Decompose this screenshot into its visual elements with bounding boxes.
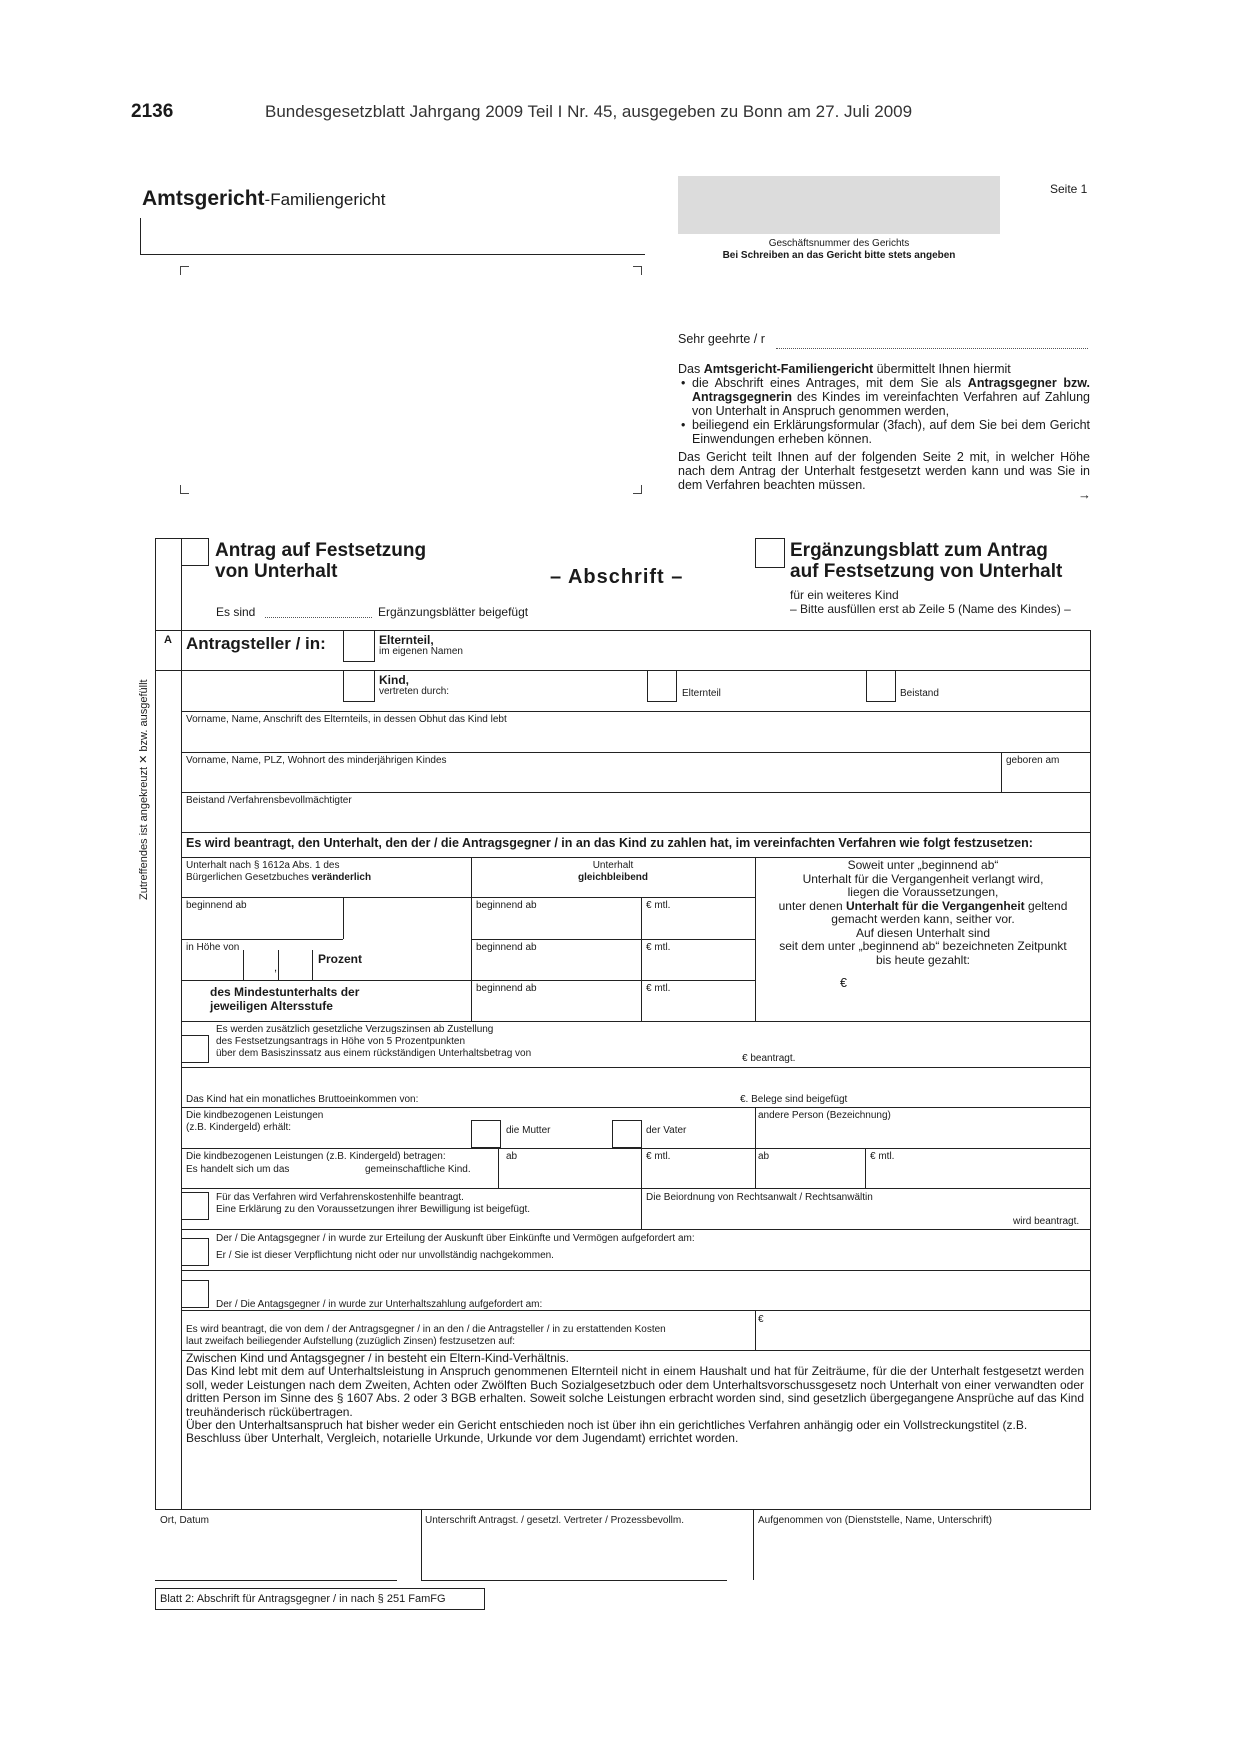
constant-eur-2: € mtl.	[646, 942, 671, 953]
court-name-rest: -Familiengericht	[264, 190, 386, 209]
letter-intro: Das Amtsgericht-Familiengericht übermittelt Ihnen hiermit	[678, 362, 1011, 376]
lawyer-requested: wird beantragt.	[1013, 1216, 1080, 1227]
constant-start-label-3: beginnend ab	[476, 983, 537, 994]
sig-signature-label: Unterschrift Antragst. / gesetzl. Vertreter / Prozessbevollm.	[425, 1515, 684, 1526]
form-top-stub	[155, 538, 182, 539]
supplement-count-field[interactable]	[265, 617, 372, 618]
row-line	[181, 1148, 1091, 1149]
past-paid-euro: €	[840, 976, 847, 990]
gazette-title: Bundesgesetzblatt Jahrgang 2009 Teil I Nr. 45, ausgegeben zu Bonn am 27. Juli 2009	[265, 102, 913, 121]
form-title: Antrag auf Festsetzung von Unterhalt	[215, 540, 427, 582]
supplement-attached-label: Ergänzungsblätter beigefügt	[378, 605, 529, 619]
child-address-label: Vorname, Name, PLZ, Wohnort des minderjährigen Kindes	[186, 755, 447, 766]
benefit-mother-label: die Mutter	[506, 1125, 551, 1136]
request-heading: Es wird beantragt, den Unterhalt, den der / die Antragsgegner / in an das Kind zu zahlen hat, im vereinfachten Verfahren wie folgt festzusetzen:	[186, 836, 1033, 850]
applicant-child-sub: vertreten durch:	[379, 686, 450, 697]
row-line	[181, 1270, 1091, 1271]
form-right-border	[1090, 630, 1091, 1510]
supplement-sub-2: – Bitte ausfüllen erst ab Zeile 5 (Name des Kindes) –	[790, 602, 1071, 616]
income-proof: €. Belege sind beigefügt	[740, 1094, 848, 1105]
row-line	[181, 752, 1091, 753]
salutation-name-line[interactable]	[776, 348, 1088, 349]
case-number-field[interactable]	[678, 176, 1000, 234]
court-name-bold: Amtsgericht	[142, 187, 265, 210]
salutation: Sehr geehrte / r	[678, 332, 765, 346]
col-line	[421, 1509, 422, 1580]
amount-of-label: in Höhe von	[186, 942, 240, 953]
letter-body	[678, 362, 1090, 492]
payment-request-label: Der / Die Antagsgegner / in wurde zur Unterhaltszahlung aufgefordert am:	[216, 1299, 543, 1310]
row-line	[471, 939, 755, 940]
row-line	[155, 670, 1091, 671]
row-line	[181, 1021, 1091, 1022]
letter-bullet-2: • beiliegend ein Erklärungsformular (3fach), auf dem Sie bei dem Gericht Einwendungen erheben können.	[678, 418, 1090, 446]
benefits-from-2: ab	[758, 1151, 770, 1162]
row-line	[181, 1067, 1091, 1068]
form-bottom-border	[155, 1509, 1091, 1510]
variable-support-line-2: Bürgerlichen Gesetzbuches veränderlich	[186, 872, 372, 883]
es-sind-label: Es sind	[216, 605, 256, 619]
supplement-checkbox[interactable]	[755, 538, 785, 568]
parent-address-label: Vorname, Name, Anschrift des Elternteils, in dessen Obhut das Kind lebt	[186, 714, 507, 725]
page-label: Seite 1	[1050, 182, 1088, 196]
interest-text: Es werden zusätzlich gesetzliche Verzugszinsen ab Zustellung des Festsetzungsantrags in Höhe von 5 Prozentpunkten über dem Basiszinssatz aus einem rückständigen Unterhaltsbetrag von	[216, 1024, 532, 1059]
section-a-label: A	[164, 634, 172, 646]
percent-comma: ,	[274, 962, 278, 974]
letter-closing: Das Gericht teilt Ihnen auf der folgenden Seite 2 mit, in welcher Höhe nach dem Antrag der Unterhalt festgesetzt werden kann und was Sie in dem Verfahren beachten müssen.	[678, 450, 1090, 492]
constant-support-line-1: Unterhalt	[592, 860, 634, 871]
applicant-parent-sub: im eigenen Namen	[379, 646, 463, 657]
benefits-amount-line-2-post: gemeinschaftliche Kind.	[365, 1164, 471, 1175]
declarations	[186, 1352, 1084, 1446]
declaration-3: Über den Unterhaltsanspruch hat bisher weder ein Gericht entschieden noch ist über ihn ein gerichtliches Verfahren anhängig oder ein Vollstreckungstitel (z.B. Beschluss über Unterhalt, Vergleich, notarielle Urkunde, Urkunde vor dem Jugendamt) errichtet worden.	[186, 1418, 1028, 1446]
col-line	[753, 1509, 754, 1580]
sig-recorded-label: Aufgenommen von (Dienststelle, Name, Unterschrift)	[758, 1515, 992, 1526]
info-request-checkbox[interactable]	[181, 1238, 209, 1266]
col-line	[641, 897, 642, 1021]
col-line	[641, 1188, 642, 1229]
row-line	[181, 897, 755, 898]
window-corner-br	[633, 485, 642, 494]
signature-field[interactable]	[421, 1580, 727, 1581]
row-line	[181, 1107, 1091, 1108]
applicant-label: Antragsteller / in:	[186, 634, 326, 653]
constant-support-line-2: gleichbleibend	[577, 872, 648, 883]
applicant-child-label: Kind,	[379, 673, 409, 687]
row-line	[181, 1310, 1091, 1311]
info-request-line-2: Er / Sie ist dieser Verpflichtung nicht oder nur unvollständig nachgekommen.	[216, 1250, 554, 1261]
supplement-sub-1: für ein weiteres Kind	[790, 588, 899, 602]
row-line	[181, 792, 1091, 793]
row-line	[181, 1229, 1091, 1230]
applicant-parent-label: Elternteil,	[379, 633, 434, 647]
constant-start-label-1: beginnend ab	[476, 900, 537, 911]
form-title-checkbox[interactable]	[181, 538, 209, 566]
born-on-label: geboren am	[1006, 755, 1060, 766]
benefit-other-label: andere Person (Bezeichnung)	[758, 1110, 891, 1121]
income-label: Das Kind hat ein monatliches Bruttoeinkommen von:	[186, 1094, 419, 1105]
side-label: Zutreffendes ist angekreuzt ✕ bzw. ausgefüllt	[138, 679, 150, 900]
percent-digit-box	[312, 950, 313, 980]
benefits-amount-line-1: Die kindbezogenen Leistungen (z.B. Kindergeld) betragen:	[186, 1151, 446, 1162]
supplement-title: Ergänzungsblatt zum Antrag auf Festsetzung von Unterhalt	[790, 540, 1063, 582]
percent-digit-box	[243, 950, 244, 980]
benefits-label: Die kindbezogenen Leistungen (z.B. Kindergeld) erhält:	[186, 1110, 324, 1133]
declaration-1: Zwischen Kind und Antagsgegner / in besteht ein Eltern-Kind-Verhältnis.	[186, 1351, 569, 1365]
interest-requested: € beantragt.	[742, 1053, 796, 1064]
row-line	[155, 630, 1091, 631]
col-line	[498, 1148, 499, 1188]
benefits-from-1: ab	[506, 1151, 518, 1162]
costs-euro: €	[758, 1314, 764, 1325]
case-number-label: Geschäftsnummer des Gerichts	[768, 238, 910, 249]
col-line	[755, 1310, 756, 1350]
legal-aid-text: Für das Verfahren wird Verfahrenskostenhilfe beantragt. Eine Erklärung zu den Voraussetzungen ihrer Bewilligung ist beigefügt.	[216, 1192, 531, 1215]
sheet-label: Blatt 2: Abschrift für Antragsgegner / in nach § 251 FamFG	[160, 1593, 446, 1605]
costs-text: Es wird beantragt, die von dem / der Antragsgegner / in an den / die Antragsteller / in zu erstattenden Kosten laut zweifach beiliegender Aufstellung (zuzüglich Zinsen) festzusetzen auf:	[186, 1324, 666, 1347]
guardian-label: Beistand /Verfahrensbevollmächtigter	[186, 795, 352, 806]
represented-parent-checkbox[interactable]	[647, 670, 677, 702]
represented-parent-label: Elternteil	[682, 688, 721, 699]
benefit-father-checkbox[interactable]	[612, 1120, 642, 1148]
legal-aid-checkbox[interactable]	[181, 1192, 209, 1220]
row-line	[181, 939, 343, 940]
benefits-eur-1: € mtl.	[646, 1151, 671, 1162]
court-heading	[142, 187, 385, 211]
case-number-note: Bei Schreiben an das Gericht bitte stets angeben	[722, 250, 956, 261]
form-inner-left-border	[181, 538, 182, 1509]
col-line	[865, 1148, 866, 1188]
lawyer-label: Die Beiordnung von Rechtsanwalt / Rechtsanwältin	[646, 1192, 873, 1203]
variable-start-label: beginnend ab	[186, 900, 247, 911]
row-line	[181, 980, 755, 981]
benefit-father-label: der Vater	[646, 1125, 687, 1136]
min-support-label: des Mindestunterhalts der jeweiligen Altersstufe	[210, 985, 360, 1013]
address-line	[140, 254, 645, 255]
window-corner-tr	[633, 266, 642, 275]
sig-place-date-label: Ort, Datum	[160, 1515, 209, 1526]
benefits-amount-line-2-pre: Es handelt sich um das	[186, 1164, 290, 1175]
represented-guardian-label: Beistand	[900, 688, 939, 699]
variable-start-field	[343, 897, 344, 939]
interest-checkbox[interactable]	[181, 1035, 209, 1063]
col-line	[1001, 752, 1002, 792]
window-corner-tl	[180, 266, 189, 275]
represented-guardian-checkbox[interactable]	[866, 670, 896, 702]
benefit-mother-checkbox[interactable]	[471, 1120, 501, 1148]
declaration-2: Das Kind lebt mit dem auf Unterhaltsleistung in Anspruch genommenen Elternteil nicht in einem Haushalt und hat für Zeiträume, für die der Unterhalt festgesetzt werden soll, weder Leistungen nach dem Zweiten, Achten oder Zwölften Buch Sozialgesetzbuch oder dem Unterhaltsvorschussgesetz noch Unterhalt von einer verwandten oder dritten Person im Sinne des § 1607 Abs. 2 oder 3 BGB erhalten. Soweit solche Leistungen erbracht worden sind, sind gesetzlich übergegangene Ansprüche auf das Kind treuhänderisch rückübertragen.	[186, 1364, 1084, 1419]
constant-eur-3: € mtl.	[646, 983, 671, 994]
row-line	[181, 1188, 1091, 1189]
col-line	[755, 857, 756, 1021]
past-support-text: Soweit unter „beginnend ab“ Unterhalt für die Vergangenheit verlangt wird, liegen die Voraussetzungen, unter denen Unterhalt für die Vergangenheit geltend gemacht werden kann, seither vor. Auf diesen Unterhalt sind seit dem unter „beginnend ab“ bezeichneten Zeitpunkt bis heute gezahlt:	[778, 858, 1068, 967]
row-line	[181, 711, 1091, 712]
continue-arrow-icon: →	[1078, 487, 1091, 502]
benefits-eur-2: € mtl.	[870, 1151, 895, 1162]
letter-bullet-1: • die Abschrift eines Antrages, mit dem Sie als Antragsgegner bzw. Antragsgegnerin des Kindes im vereinfachten Verfahren auf Zahlung von Unterhalt in Anspruch genommen werden,	[678, 376, 1090, 418]
percent-digit-box	[278, 950, 279, 980]
percent-label: Prozent	[318, 952, 363, 966]
applicant-parent-checkbox[interactable]	[343, 630, 375, 662]
constant-eur-1: € mtl.	[646, 900, 671, 911]
constant-start-label-2: beginnend ab	[476, 942, 537, 953]
applicant-child-checkbox[interactable]	[343, 670, 375, 702]
place-date-field[interactable]	[155, 1580, 397, 1581]
gazette-page-number: 2136	[131, 101, 174, 122]
variable-support-line-1: Unterhalt nach § 1612a Abs. 1 des	[186, 860, 340, 871]
address-bracket-left	[140, 218, 141, 254]
form-left-border	[155, 538, 156, 1509]
row-line	[181, 832, 1091, 833]
copy-label: – Abschrift –	[550, 566, 684, 588]
payment-request-checkbox[interactable]	[181, 1280, 209, 1308]
col-line	[641, 1148, 642, 1188]
info-request-line-1: Der / Die Antagsgegner / in wurde zur Erteilung der Auskunft über Einkünfte und Vermögen aufgefordert am:	[216, 1233, 695, 1244]
window-corner-bl	[180, 485, 189, 494]
